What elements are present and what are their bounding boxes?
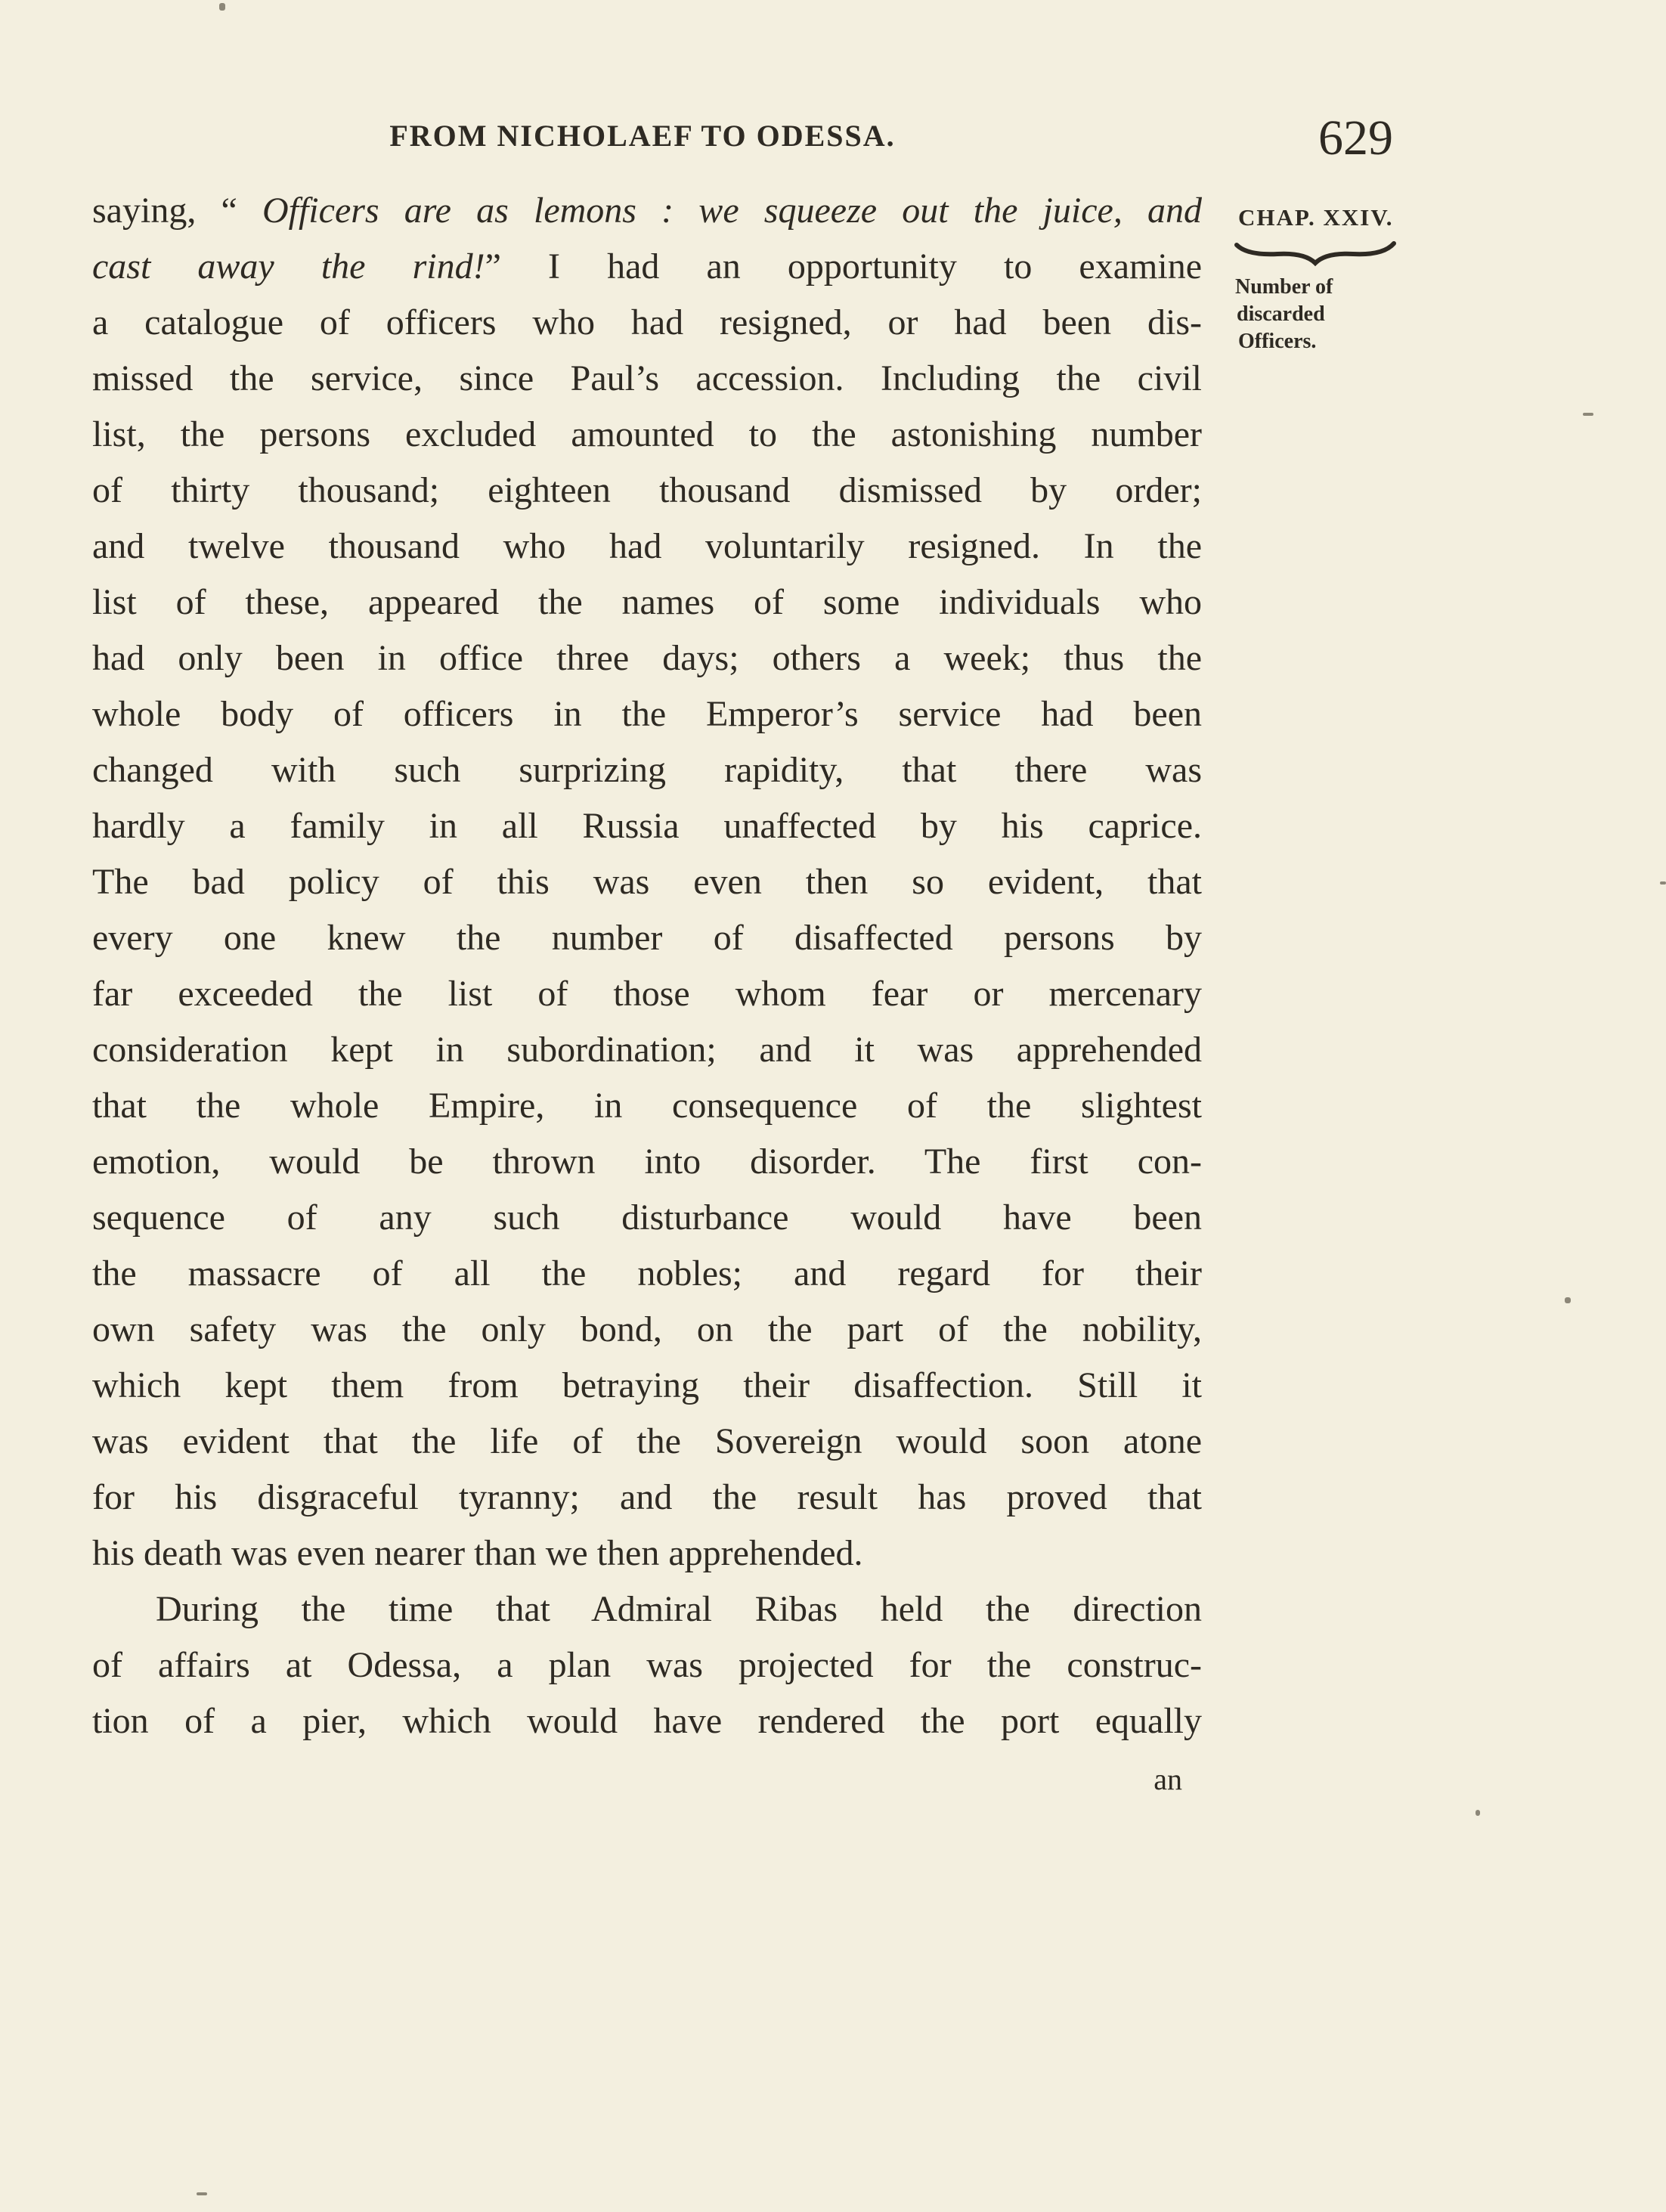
- text-line: emotion, would be thrown into disorder. The first con-: [92, 1142, 1202, 1182]
- quotation-italic: cast away the rind!: [92, 246, 485, 287]
- text-line: [92, 239, 1202, 295]
- text-line: tion of a pier, which would have rendered the port equally: [92, 1701, 1202, 1741]
- text-line: that the whole Empire, in consequence of the slightest: [92, 1086, 1202, 1126]
- chapter-label: CHAP. XXIV.: [1238, 204, 1394, 231]
- text-line: of thirty thousand; eighteen thousand dismissed by order;: [92, 470, 1202, 510]
- text-line: far exceeded the list of those whom fear or mercenary: [92, 974, 1202, 1014]
- margin-note-line: Officers.: [1238, 330, 1317, 353]
- text-line: consideration kept in subordination; and it was apprehended: [92, 1030, 1202, 1070]
- text-line: for his disgraceful tyranny; and the result has proved that: [92, 1477, 1202, 1517]
- catchword: an: [1154, 1762, 1182, 1796]
- quotation-italic: Officers are as lemons : we squeeze out the juice, and: [262, 191, 1203, 231]
- text-line: his death was even nearer than we then apprehended.: [92, 1533, 863, 1573]
- paper-speck: [219, 3, 225, 11]
- text-line: a catalogue of officers who had resigned, or had been dis-: [92, 302, 1202, 342]
- paper-speck: [1565, 1297, 1571, 1303]
- paper-speck: [197, 2192, 207, 2195]
- page-number: 629: [1318, 110, 1393, 166]
- margin-note: [1235, 274, 1409, 355]
- paper-speck: [1660, 881, 1666, 884]
- text-line: and twelve thousand who had voluntarily resigned. In the: [92, 526, 1202, 566]
- text-line: During the time that Admiral Ribas held the direction: [156, 1589, 1202, 1629]
- text-line: was evident that the life of the Sovereign would soon atone: [92, 1421, 1202, 1461]
- text-line: had only been in office three days; others a week; thus the: [92, 638, 1202, 678]
- margin-note-line: discarded: [1237, 302, 1325, 326]
- text-line: own safety was the only bond, on the part of the nobility,: [92, 1309, 1202, 1349]
- text-line: the massacre of all the nobles; and regard for their: [92, 1253, 1202, 1293]
- text-line: of affairs at Odessa, a plan was projected for the construc-: [92, 1645, 1202, 1685]
- text-line: list of these, appeared the names of some individuals who: [92, 582, 1202, 622]
- body-text: [92, 183, 1202, 1749]
- text-line: every one knew the number of disaffected persons by: [92, 918, 1202, 958]
- text-line: whole body of officers in the Emperor’s service had been: [92, 694, 1202, 734]
- text-fragment: ” I had an opportunity to examine: [485, 246, 1203, 287]
- text-line: which kept them from betraying their disaffection. Still it: [92, 1365, 1202, 1405]
- text-line: sequence of any such disturbance would have been: [92, 1197, 1202, 1238]
- text-line: missed the service, since Paul’s accession. Including the civil: [92, 358, 1202, 398]
- margin-note-line: Number of: [1235, 275, 1333, 299]
- paper-speck: [1476, 1810, 1480, 1816]
- text-line: list, the persons excluded amounted to the astonishing number: [92, 414, 1202, 454]
- text-line: hardly a family in all Russia unaffected by his caprice.: [92, 806, 1202, 846]
- brace-ornament: [1232, 240, 1398, 268]
- text-fragment: saying, “: [92, 191, 262, 231]
- text-line: changed with such surprizing rapidity, that there was: [92, 750, 1202, 790]
- paper-speck: [1583, 413, 1593, 416]
- text-line: [92, 183, 1202, 239]
- text-line: The bad policy of this was even then so evident, that: [92, 862, 1202, 902]
- running-title: FROM NICHOLAEF TO ODESSA.: [389, 119, 896, 153]
